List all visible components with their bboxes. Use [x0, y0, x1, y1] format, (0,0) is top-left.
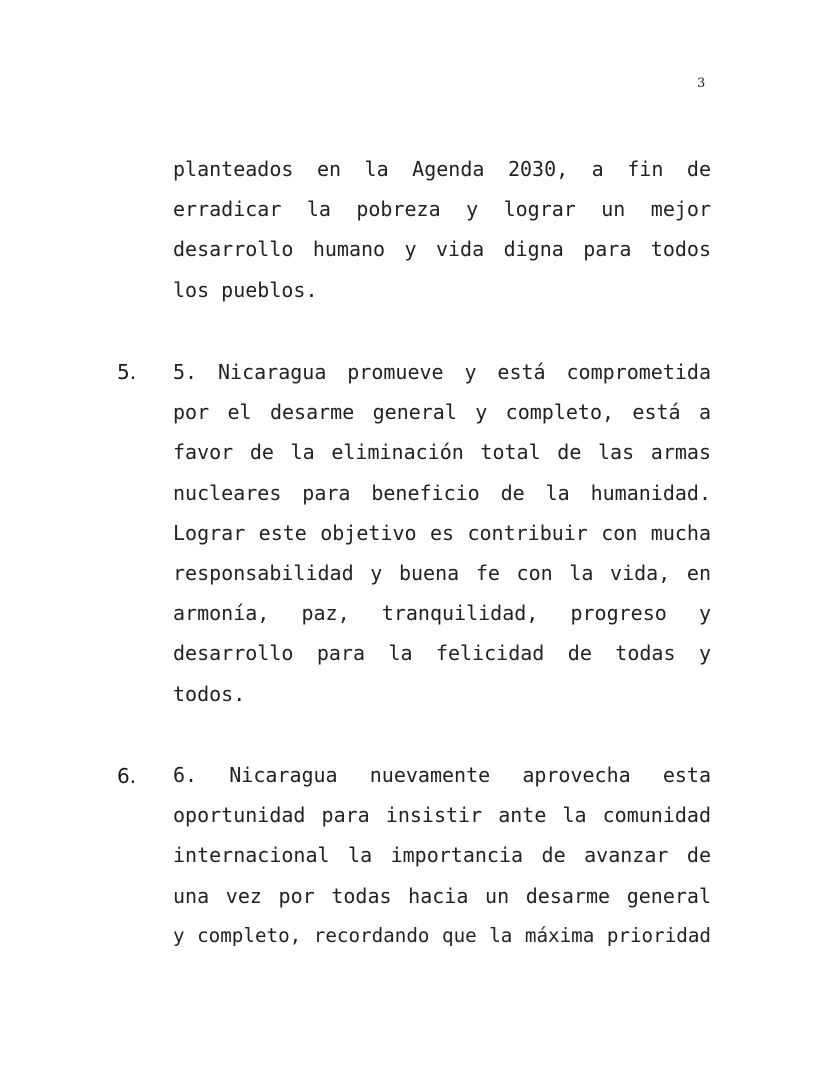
paragraph-item-5 [173, 352, 711, 714]
paragraph-line: desarrollo para la felicidad de todas y [173, 641, 711, 666]
paragraph-line: planteados en la Agenda 2030, a fin de [173, 157, 711, 181]
paragraph-line: 5. Nicaragua promueve y está comprometida [173, 360, 711, 384]
paragraph-line: favor de la eliminación total de las armas [173, 440, 711, 465]
paragraph-line: erradicar la pobreza y lograr un mejor [173, 197, 711, 222]
paragraph-line: responsabilidad y buena fe con la vida, en [173, 561, 711, 586]
paragraph-line: Lograr este objetivo es contribuir con mucha [173, 520, 711, 545]
paragraph-line: desarrollo humano y vida digna para todos [173, 237, 711, 262]
paragraph-line: oportunidad para insistir ante la comunidad [173, 803, 711, 828]
paragraph-line: internacional la importancia de avanzar de [173, 843, 711, 868]
paragraph-line: por el desarme general y completo, está a [173, 400, 711, 425]
intro-paragraph [173, 149, 711, 310]
paragraph-item-6 [173, 755, 711, 956]
paragraph-line: nucleares para beneficio de la humanidad. [173, 480, 711, 505]
list-marker-5: 5. [117, 360, 137, 384]
paragraph-line: y completo, recordando que la máxima prioridad [173, 923, 711, 947]
page-number: 3 [697, 76, 706, 91]
paragraph-line: armonía, paz, tranquilidad, progreso y [173, 601, 711, 626]
list-marker-6: 6. [117, 764, 137, 788]
paragraph-line: 6. Nicaragua nuevamente aprovecha esta [173, 763, 711, 787]
paragraph-line: todos. [173, 681, 246, 706]
paragraph-line: los pueblos. [173, 277, 318, 302]
paragraph-line: una vez por todas hacia un desarme general [173, 883, 711, 908]
